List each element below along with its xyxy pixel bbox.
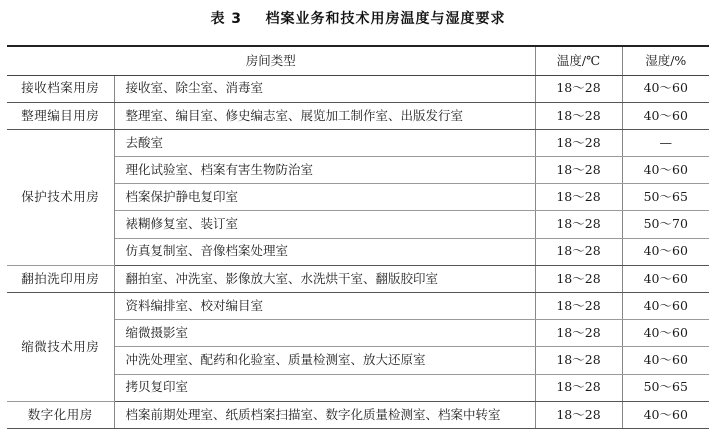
- room-group-label: 保护技术用房: [7, 129, 114, 265]
- humidity-cell: 40～60: [622, 265, 709, 292]
- room-type-cell: 档案保护静电复印室: [114, 184, 535, 211]
- room-group-label: 缩微技术用房: [7, 293, 114, 402]
- room-group-label: 翻拍洗印用房: [7, 265, 114, 292]
- humidity-cell: 40～60: [622, 102, 709, 129]
- room-type-cell: 翻拍室、冲洗室、影像放大室、水洗烘干室、翻版胶印室: [114, 265, 535, 292]
- humidity-cell: 40～60: [622, 347, 709, 374]
- table-row: [7, 129, 709, 156]
- room-type-cell: 接收室、除尘室、消毒室: [114, 75, 535, 102]
- humidity-cell: 40～60: [622, 157, 709, 184]
- room-type-cell: 档案前期处理室、纸质档案扫描室、数字化质量检测室、档案中转室: [114, 401, 535, 428]
- temperature-cell: 18～28: [535, 75, 622, 102]
- temperature-cell: 18～28: [535, 102, 622, 129]
- temperature-cell: 18～28: [535, 374, 622, 401]
- temperature-cell: 18～28: [535, 184, 622, 211]
- humidity-cell: 40～60: [622, 238, 709, 265]
- room-type-cell: 拷贝复印室: [114, 374, 535, 401]
- humidity-cell: 40～60: [622, 75, 709, 102]
- temperature-cell: 18～28: [535, 293, 622, 320]
- header-temperature: 温度/℃: [535, 46, 622, 75]
- room-type-cell: 缩微摄影室: [114, 320, 535, 347]
- table-header: [7, 46, 709, 75]
- temperature-cell: 18～28: [535, 401, 622, 428]
- room-type-cell: 仿真复制室、音像档案处理室: [114, 238, 535, 265]
- humidity-cell: 50～65: [622, 184, 709, 211]
- table-row: [7, 75, 709, 102]
- room-type-cell: 裱糊修复室、装订室: [114, 211, 535, 238]
- temperature-cell: 18～28: [535, 129, 622, 156]
- temperature-cell: 18～28: [535, 211, 622, 238]
- humidity-cell: 40～60: [622, 293, 709, 320]
- humidity-cell: 40～60: [622, 320, 709, 347]
- humidity-cell: 50～70: [622, 211, 709, 238]
- room-type-cell: 理化试验室、档案有害生物防治室: [114, 157, 535, 184]
- header-humidity: 湿度/%: [622, 46, 709, 75]
- room-type-cell: 冲洗处理室、配药和化验室、质量检测室、放大还原室: [114, 347, 535, 374]
- temperature-cell: 18～28: [535, 157, 622, 184]
- header-room-type: 房间类型: [7, 46, 535, 75]
- temperature-cell: 18～28: [535, 265, 622, 292]
- table-caption: 表 3 档案业务和技术用房温度与湿度要求: [210, 11, 506, 27]
- table-row: [7, 265, 709, 292]
- table-row: [7, 293, 709, 320]
- room-group-label: 整理编目用房: [7, 102, 114, 129]
- table-row: [7, 102, 709, 129]
- table-row: [7, 401, 709, 428]
- header-row: [7, 46, 709, 75]
- table-body: [7, 75, 709, 428]
- humidity-cell: 50～65: [622, 374, 709, 401]
- requirements-table: [7, 45, 709, 429]
- humidity-cell: —: [622, 129, 709, 156]
- room-type-cell: 整理室、编目室、修史编志室、展览加工制作室、出版发行室: [114, 102, 535, 129]
- room-type-cell: 去酸室: [114, 129, 535, 156]
- room-type-cell: 资料编排室、校对编目室: [114, 293, 535, 320]
- temperature-cell: 18～28: [535, 347, 622, 374]
- humidity-cell: 40～60: [622, 401, 709, 428]
- temperature-cell: 18～28: [535, 320, 622, 347]
- temperature-cell: 18～28: [535, 238, 622, 265]
- room-group-label: 数字化用房: [7, 401, 114, 428]
- room-group-label: 接收档案用房: [7, 75, 114, 102]
